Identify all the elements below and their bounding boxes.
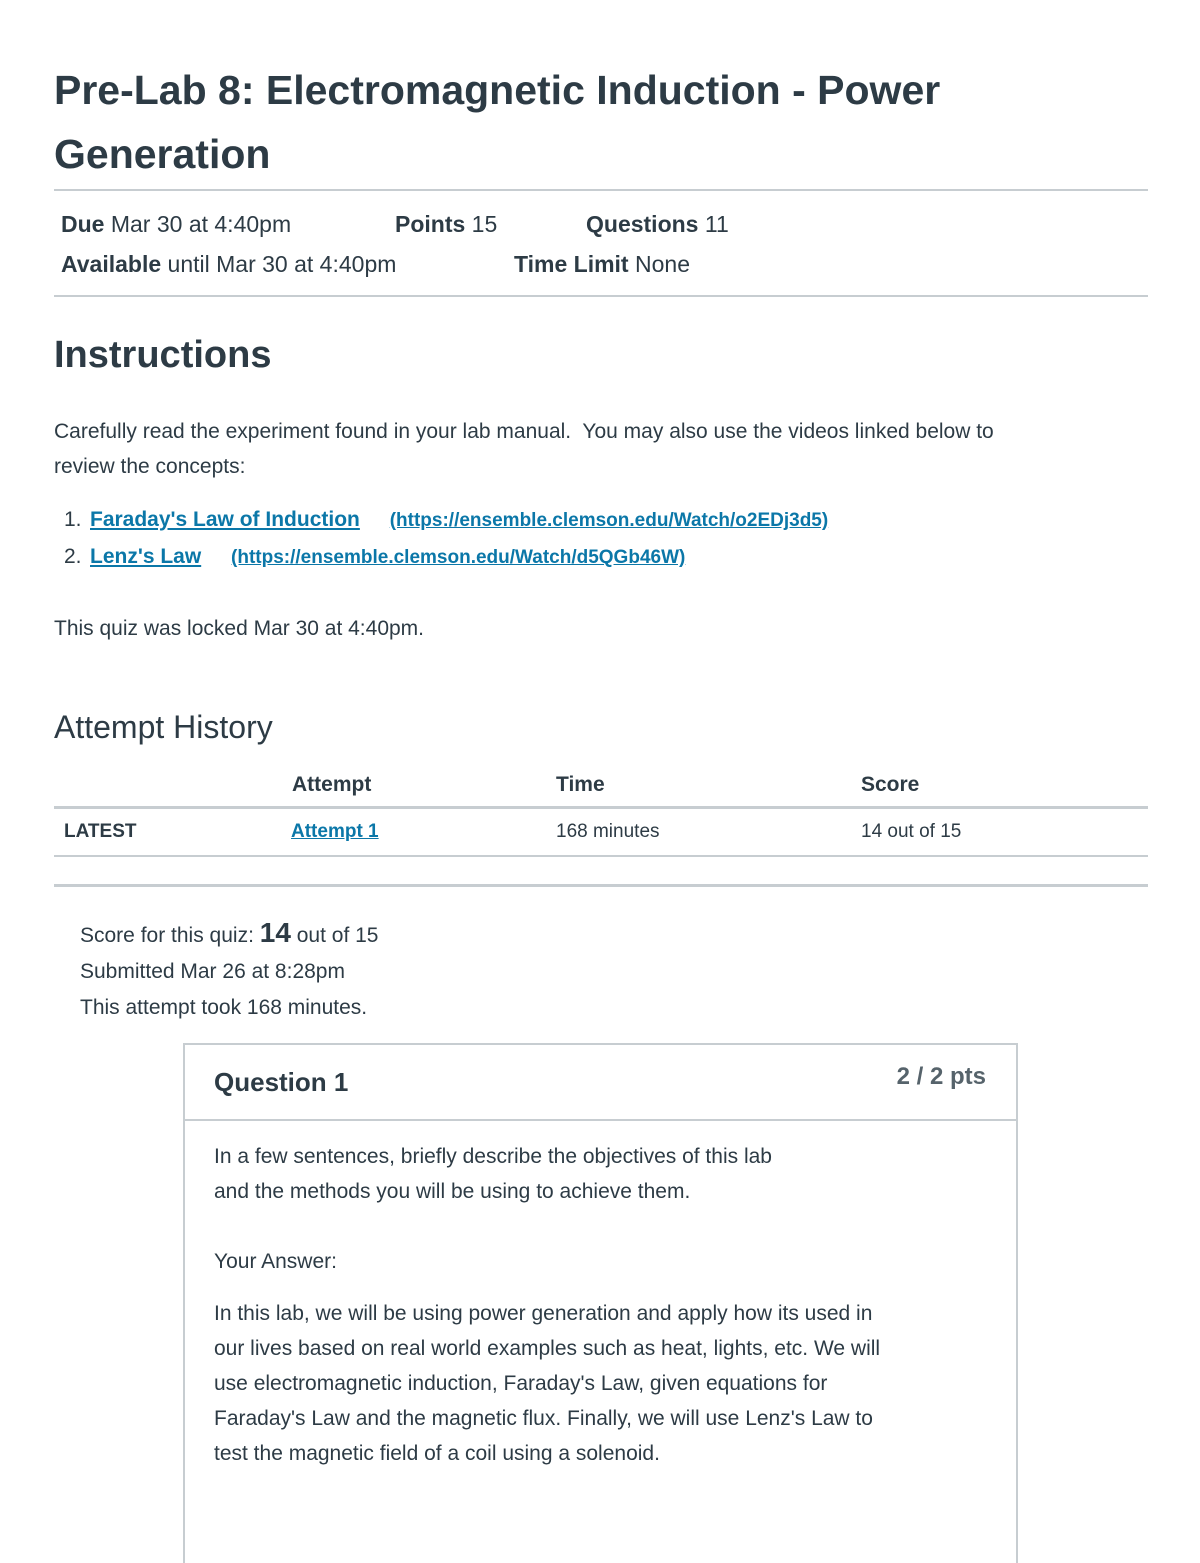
attempt-duration: This attempt took 168 minutes. — [80, 996, 368, 1019]
score-summary — [80, 915, 378, 1026]
locked-notice: This quiz was locked Mar 30 at 4:40pm. — [54, 617, 425, 640]
score-cell: 14 out of 15 — [861, 821, 962, 842]
points-label: Points — [395, 211, 466, 237]
answer-line: Faraday's Law and the magnetic flux. Finally, we will use Lenz's Law to — [214, 1407, 873, 1430]
divider — [54, 189, 1148, 191]
score-value: 14 — [259, 917, 291, 948]
divider — [54, 884, 1148, 887]
score-prefix: Score for this quiz: — [80, 924, 260, 947]
question-card — [183, 1043, 1018, 1563]
attempt-history-heading: Attempt History — [54, 709, 273, 745]
table-row-divider — [54, 855, 1148, 857]
answer-line: our lives based on real world examples such as heat, lights, etc. We will — [214, 1337, 881, 1360]
question-title: Question 1 — [214, 1067, 349, 1097]
question-header — [185, 1045, 1016, 1121]
page-title: Pre-Lab 8: Electromagnetic Induction - Power Generation — [54, 67, 941, 177]
instructions-heading: Instructions — [54, 334, 272, 376]
video-url-lenz[interactable]: (https://ensemble.clemson.edu/Watch/d5QGb46W) — [231, 547, 686, 568]
points-value: 15 — [471, 211, 498, 237]
available-value: until Mar 30 at 4:40pm — [167, 251, 397, 277]
available-label: Available — [61, 251, 162, 277]
question-body — [214, 1139, 974, 1471]
answer-label: Your Answer: — [214, 1250, 337, 1273]
attempt-1-link[interactable]: Attempt 1 — [291, 821, 379, 842]
video-link-lenz[interactable]: Lenz's Law — [90, 545, 202, 568]
video-link-faraday[interactable]: Faraday's Law of Induction — [90, 508, 360, 531]
video-list — [54, 502, 828, 576]
column-header-attempt: Attempt — [292, 773, 372, 796]
due-label: Due — [61, 211, 105, 237]
list-number: 2. — [64, 545, 82, 568]
instructions-text — [54, 414, 994, 484]
questions-label: Questions — [586, 211, 699, 237]
list-number: 1. — [64, 508, 82, 531]
instructions-line: Carefully read the experiment found in your lab manual. You may also use the videos linked below to — [54, 420, 994, 443]
divider — [54, 295, 1148, 297]
list-item — [54, 502, 828, 539]
availability — [61, 249, 396, 279]
question-prompt-line: In a few sentences, briefly describe the objectives of this lab — [214, 1145, 772, 1168]
time-limit — [514, 249, 690, 279]
time-cell: 168 minutes — [556, 821, 660, 842]
answer-line: In this lab, we will be using power generation and apply how its used in — [214, 1302, 873, 1325]
instructions-line: review the concepts: — [54, 455, 246, 478]
questions-value: 11 — [704, 211, 729, 237]
list-item — [54, 539, 828, 576]
question-prompt-line: and the methods you will be using to achieve them. — [214, 1180, 691, 1203]
questions-count — [586, 209, 729, 239]
video-url-faraday[interactable]: (https://ensemble.clemson.edu/Watch/o2EDj3d5) — [389, 510, 829, 531]
due-value: Mar 30 at 4:40pm — [110, 211, 292, 237]
submitted-time: Submitted Mar 26 at 8:28pm — [80, 960, 345, 983]
attempt-history-table — [54, 765, 1148, 861]
quiz-score-line — [80, 915, 378, 954]
time-limit-value: None — [635, 251, 690, 277]
column-header-time: Time — [556, 773, 605, 796]
latest-tag: LATEST — [64, 821, 137, 842]
question-points: 2 / 2 pts — [896, 1063, 986, 1090]
answer-line: use electromagnetic induction, Faraday's Law, given equations for — [214, 1372, 828, 1395]
due-date — [61, 209, 291, 239]
attempt-cell — [291, 821, 379, 843]
answer-line: test the magnetic field of a coil using a solenoid. — [214, 1442, 660, 1465]
answer-text — [214, 1296, 974, 1471]
points — [395, 209, 497, 239]
column-header-score: Score — [861, 773, 920, 796]
score-suffix: out of 15 — [290, 924, 379, 947]
time-limit-label: Time Limit — [514, 251, 629, 277]
table-header-divider — [54, 806, 1148, 809]
